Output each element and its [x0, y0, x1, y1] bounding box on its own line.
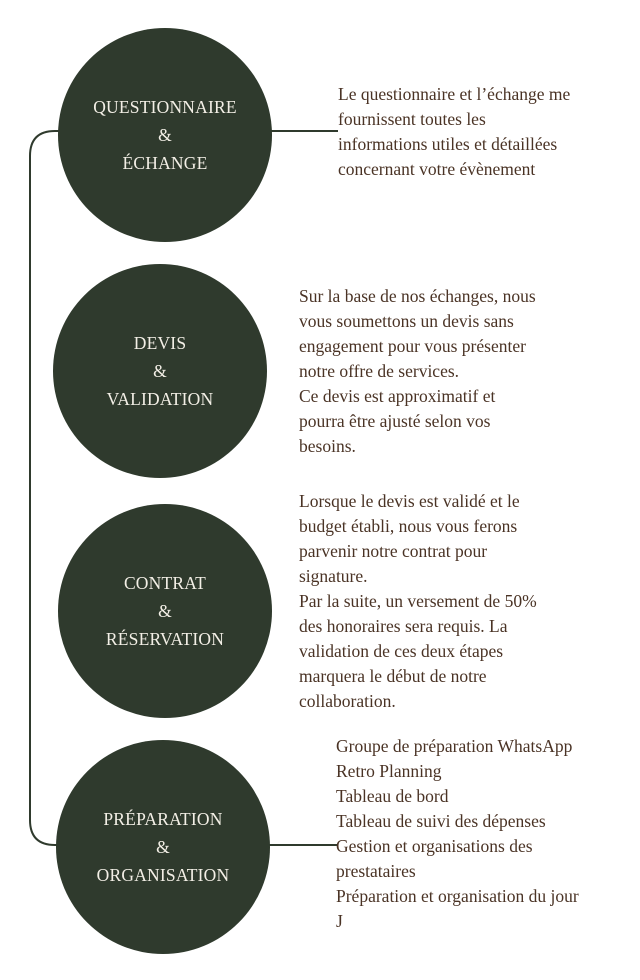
step-3-description	[299, 489, 537, 714]
step-4-description	[336, 734, 579, 934]
step-1-title-line-2: &	[158, 125, 172, 145]
step-1-title-line-1: QUESTIONNAIRE	[93, 97, 237, 117]
step-1-desc-line: informations utiles et détaillées	[338, 134, 558, 154]
step-2-title-line-1: DEVIS	[133, 333, 187, 353]
step-2-desc-line: besoins.	[299, 436, 356, 456]
step-3-desc-line: budget établi, nous vous ferons	[299, 516, 518, 536]
step-1-desc-line: concernant votre évènement	[338, 159, 536, 179]
step-1-description	[338, 82, 570, 182]
step-2-desc-line: Sur la base de nos échanges, nous	[299, 286, 536, 306]
step-2-title-line-3: VALIDATION	[106, 389, 214, 409]
step-4-circle	[56, 740, 270, 954]
timeline-spine	[30, 131, 55, 845]
step-4-desc-line: J	[336, 911, 343, 931]
step-3-desc-line: collaboration.	[299, 691, 396, 711]
step-2-description	[299, 284, 536, 459]
step-4-desc-line: Gestion et organisations des	[336, 836, 533, 856]
step-3-circle	[58, 504, 272, 718]
step-4-desc-line: Préparation et organisation du jour	[336, 886, 579, 906]
step-3-title-line-1: CONTRAT	[123, 573, 207, 593]
step-1-desc-line: Le questionnaire et l’échange me	[338, 84, 571, 104]
step-2-desc-line: notre offre de services.	[299, 361, 460, 381]
step-2-desc-line: vous soumettons un devis sans	[299, 311, 514, 331]
step-1-desc-line: fournissent toutes les	[338, 109, 486, 129]
step-3-desc-line: parvenir notre contrat pour	[299, 541, 488, 561]
step-3-desc-line: signature.	[299, 566, 368, 586]
step-3-desc-line: marquera le début de notre	[299, 666, 487, 686]
step-3-desc-line: Par la suite, un versement de 50%	[299, 591, 537, 611]
step-2-desc-line: pourra être ajusté selon vos	[299, 411, 491, 431]
step-1-circle	[58, 28, 272, 242]
step-4-title-line-1: PRÉPARATION	[103, 809, 223, 829]
step-1-title-line-3: ÉCHANGE	[122, 153, 208, 173]
step-3-desc-line: validation de ces deux étapes	[299, 641, 504, 661]
step-4-desc-line: Groupe de préparation WhatsApp	[336, 736, 573, 756]
step-4-desc-line: Retro Planning	[336, 761, 442, 781]
step-3-title-line-2: &	[158, 601, 172, 621]
step-3-desc-line: Lorsque le devis est validé et le	[299, 491, 520, 511]
step-4-title-line-2: &	[156, 837, 170, 857]
step-4-title-line-3: ORGANISATION	[96, 865, 230, 885]
step-2-desc-line: Ce devis est approximatif et	[299, 386, 496, 406]
step-4-desc-line: Tableau de bord	[336, 786, 449, 806]
step-2-circle	[53, 264, 267, 478]
step-4-desc-line: prestataires	[336, 861, 416, 881]
step-2-desc-line: engagement pour vous présenter	[299, 336, 526, 356]
step-2-title-line-2: &	[153, 361, 167, 381]
step-4-desc-line: Tableau de suivi des dépenses	[336, 811, 546, 831]
step-3-desc-line: des honoraires sera requis. La	[299, 616, 508, 636]
step-3-title-line-3: RÉSERVATION	[105, 629, 225, 649]
